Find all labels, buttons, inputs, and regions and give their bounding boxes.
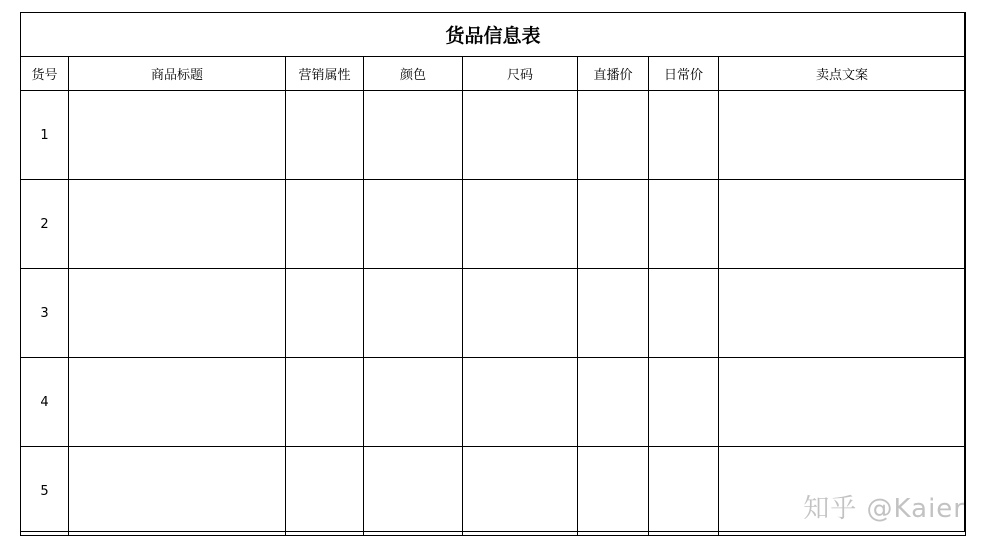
- size-cell[interactable]: [463, 91, 578, 180]
- product-title-cell[interactable]: [69, 358, 286, 447]
- title-row: [21, 13, 966, 57]
- size-cell[interactable]: [463, 180, 578, 269]
- product-title-cell[interactable]: [69, 91, 286, 180]
- regular-price-cell[interactable]: [649, 447, 719, 536]
- marketing-attribute-cell[interactable]: [286, 269, 364, 358]
- selling-copy-cell[interactable]: [719, 180, 966, 269]
- color-cell[interactable]: [364, 269, 463, 358]
- selling-copy-cell[interactable]: [719, 358, 966, 447]
- live-price-cell[interactable]: [578, 269, 649, 358]
- header-row: [21, 57, 966, 91]
- color-cell[interactable]: [364, 91, 463, 180]
- column-header-product-title[interactable]: 商品标题: [69, 57, 286, 91]
- marketing-attribute-cell[interactable]: [286, 447, 364, 536]
- live-price-cell[interactable]: [578, 91, 649, 180]
- watermark: 知乎 @Kaier: [803, 494, 965, 524]
- marketing-attribute-cell[interactable]: [286, 91, 364, 180]
- column-header-regular-price[interactable]: 日常价: [649, 57, 719, 91]
- table-row: [21, 180, 966, 269]
- regular-price-cell[interactable]: [649, 91, 719, 180]
- column-header-color[interactable]: 颜色: [364, 57, 463, 91]
- live-price-cell[interactable]: [578, 358, 649, 447]
- selling-copy-cell[interactable]: [719, 269, 966, 358]
- regular-price-cell[interactable]: [649, 358, 719, 447]
- table-row: [21, 358, 966, 447]
- product-title-cell[interactable]: [69, 269, 286, 358]
- marketing-attribute-cell[interactable]: [286, 358, 364, 447]
- regular-price-cell[interactable]: [649, 180, 719, 269]
- regular-price-cell[interactable]: [649, 269, 719, 358]
- item-no-cell[interactable]: 1: [21, 91, 69, 180]
- size-cell[interactable]: [463, 269, 578, 358]
- live-price-cell[interactable]: [578, 180, 649, 269]
- column-header-live-price[interactable]: 直播价: [578, 57, 649, 91]
- product-title-cell[interactable]: [69, 180, 286, 269]
- color-cell[interactable]: [364, 447, 463, 536]
- product-info-sheet: [20, 12, 965, 532]
- size-cell[interactable]: [463, 358, 578, 447]
- product-title-cell[interactable]: [69, 447, 286, 536]
- column-header-item-no[interactable]: 货号: [21, 57, 69, 91]
- item-no-cell[interactable]: 5: [21, 447, 69, 536]
- marketing-attribute-cell[interactable]: [286, 180, 364, 269]
- color-cell[interactable]: [364, 358, 463, 447]
- color-cell[interactable]: [364, 180, 463, 269]
- column-header-marketing-attribute[interactable]: 营销属性: [286, 57, 364, 91]
- item-no-cell[interactable]: 4: [21, 358, 69, 447]
- table-row: [21, 91, 966, 180]
- product-info-table: [20, 12, 966, 536]
- item-no-cell[interactable]: 2: [21, 180, 69, 269]
- column-header-size[interactable]: 尺码: [463, 57, 578, 91]
- column-header-selling-copy[interactable]: 卖点文案: [719, 57, 966, 91]
- selling-copy-cell[interactable]: [719, 91, 966, 180]
- item-no-cell[interactable]: 3: [21, 269, 69, 358]
- live-price-cell[interactable]: [578, 447, 649, 536]
- table-row: [21, 269, 966, 358]
- size-cell[interactable]: [463, 447, 578, 536]
- table-title[interactable]: 货品信息表: [21, 13, 966, 57]
